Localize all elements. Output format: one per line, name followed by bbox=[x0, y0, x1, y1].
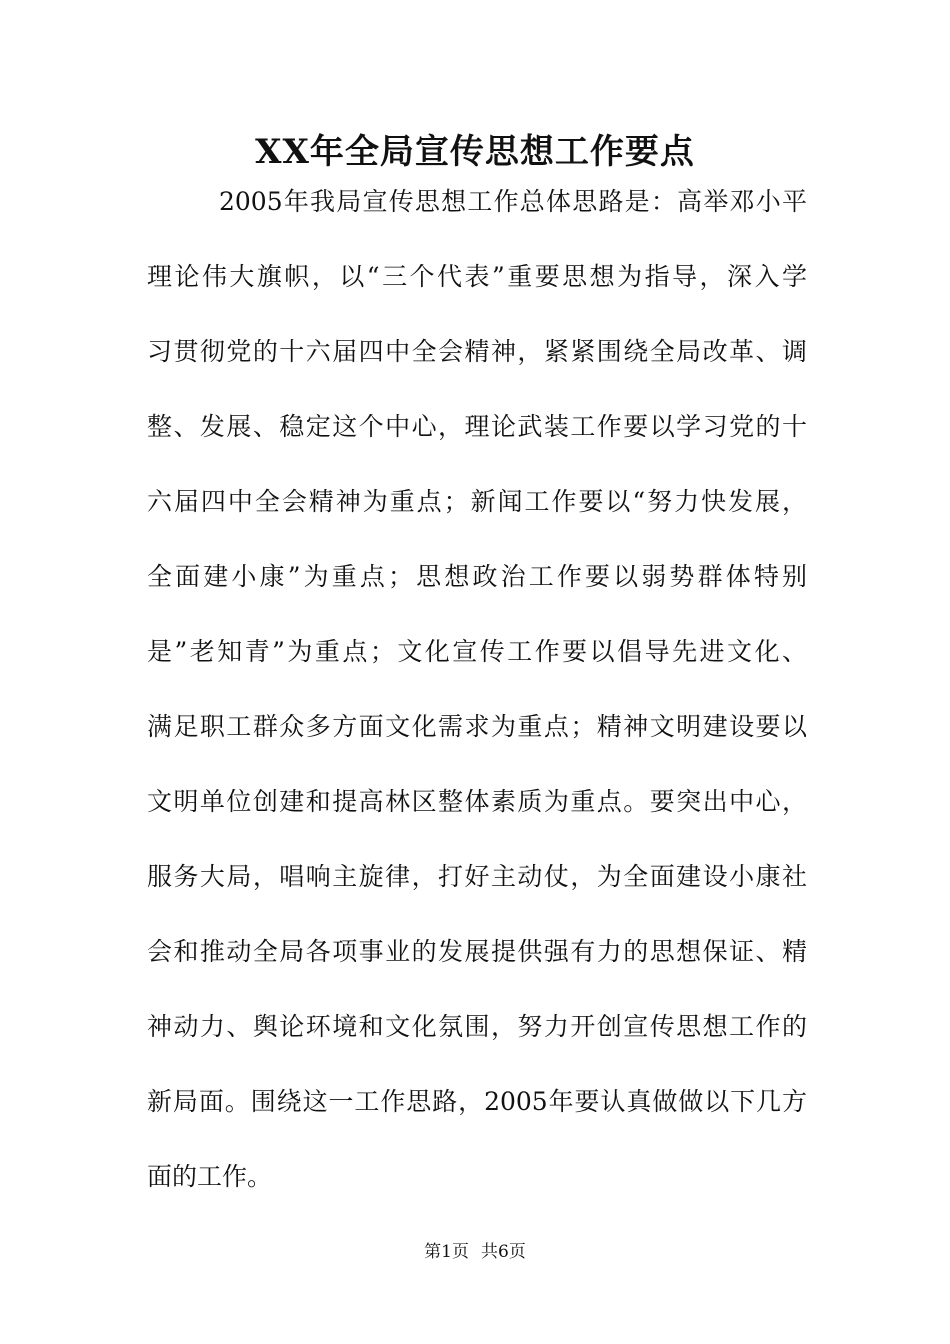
page-number: 第1页 bbox=[424, 1242, 469, 1262]
body-line: 会和推动全局各项事业的发展提供强有力的思想保证、精 bbox=[147, 937, 807, 966]
body-line: 是”老知青”为重点；文化宣传工作要以倡导先进文化、 bbox=[147, 637, 807, 666]
body-line: 满足职工群众多方面文化需求为重点；精神文明建设要以 bbox=[147, 712, 807, 741]
body-line: 面的工作。 bbox=[147, 1162, 273, 1191]
body-line: 2005年我局宣传思想工作总体思路是：高举邓小平 bbox=[219, 187, 807, 216]
body-line: 文明单位创建和提高林区整体素质为重点。要突出中心， bbox=[147, 787, 807, 816]
body-line: 服务大局，唱响主旋律，打好主动仗，为全面建设小康社 bbox=[147, 862, 807, 891]
document-title: XX年全局宣传思想工作要点 bbox=[255, 132, 695, 172]
body-line: 六届四中全会精神为重点；新闻工作要以“努力快发展， bbox=[147, 487, 807, 516]
body-line: 神动力、舆论环境和文化氛围，努力开创宣传思想工作的 bbox=[147, 1012, 807, 1041]
body-line: 习贯彻党的十六届四中全会精神，紧紧围绕全局改革、调 bbox=[147, 337, 807, 366]
page-total: 共6页 bbox=[481, 1242, 526, 1262]
body-line: 全面建小康”为重点；思想政治工作要以弱势群体特别 bbox=[147, 562, 807, 591]
body-line: 理论伟大旗帜，以“三个代表”重要思想为指导，深入学 bbox=[147, 262, 807, 291]
body-paragraph bbox=[147, 176, 807, 1226]
body-line: 整、发展、稳定这个中心，理论武装工作要以学习党的十 bbox=[147, 412, 807, 441]
page-footer bbox=[0, 1240, 950, 1264]
body-line: 新局面。围绕这一工作思路，2005年要认真做做以下几方 bbox=[147, 1087, 807, 1116]
